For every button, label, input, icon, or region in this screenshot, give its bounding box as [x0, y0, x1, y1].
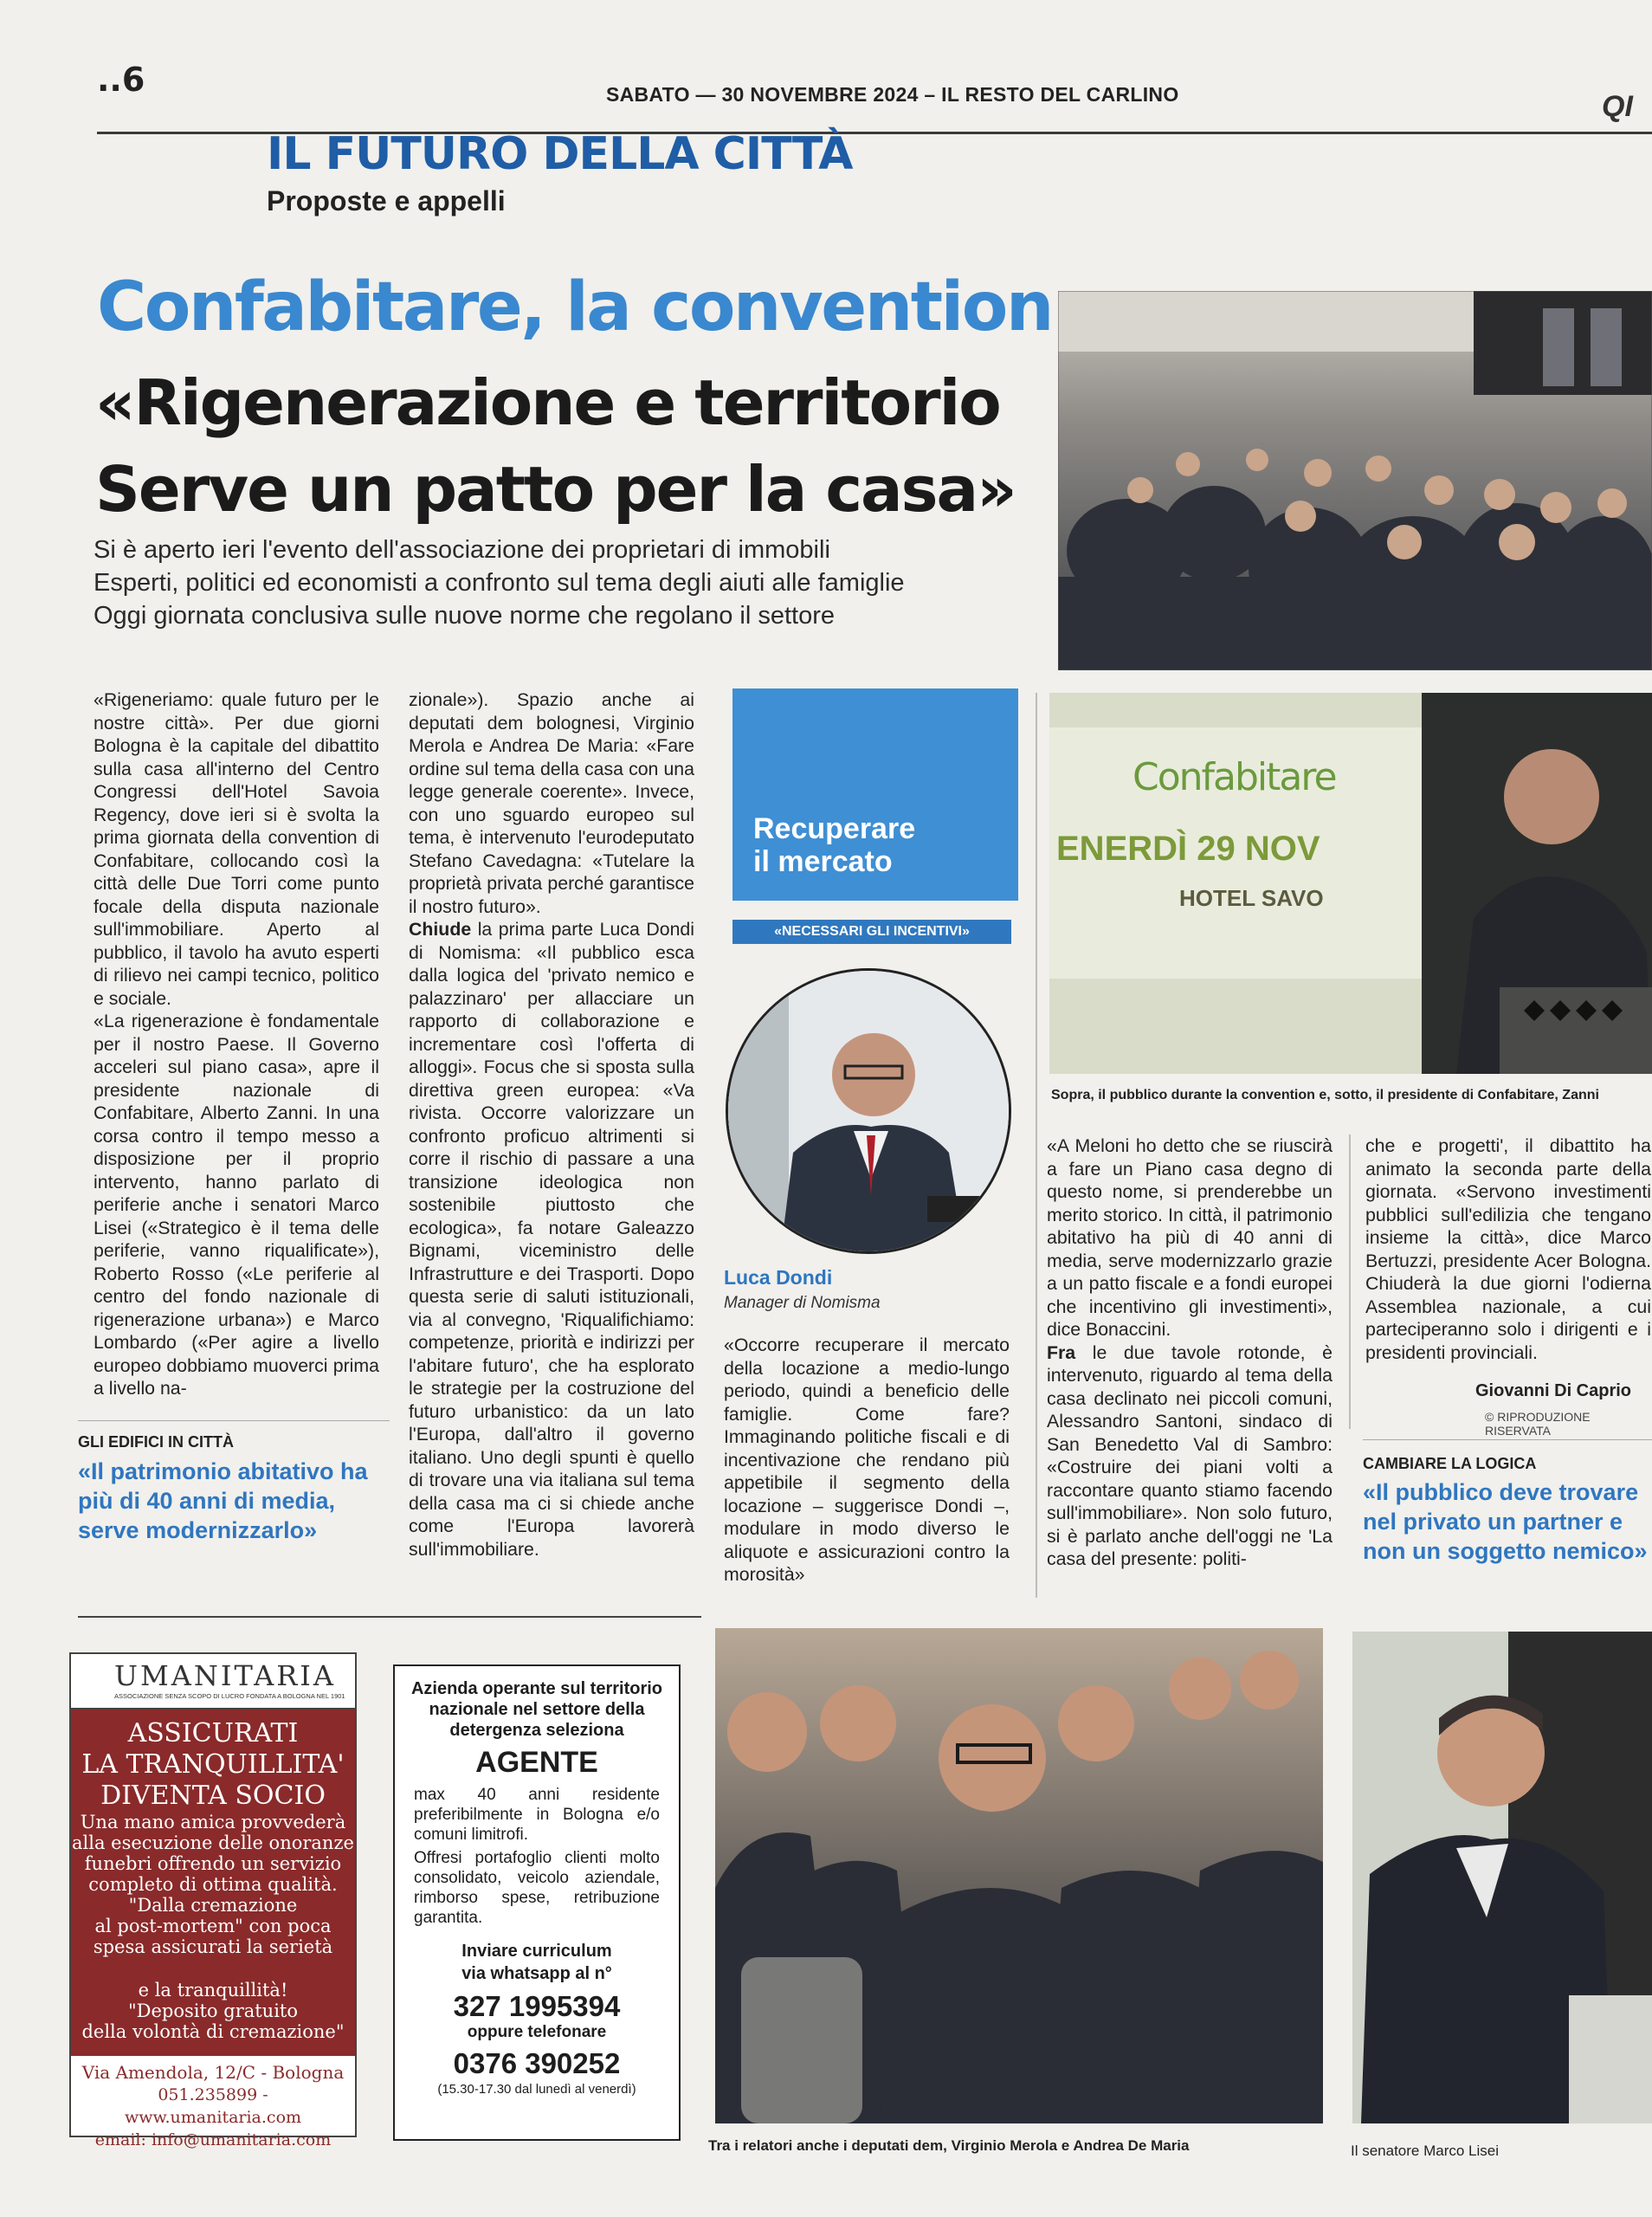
ad-intro-line: Azienda operante sul territorio — [410, 1679, 663, 1698]
ad-intro-line: nazionale nel settore della — [429, 1700, 645, 1719]
callout-2-kicker: CAMBIARE LA LOGICA — [1363, 1455, 1537, 1472]
article-column-2 — [409, 688, 694, 1561]
brand-cut: QI — [1602, 90, 1633, 123]
photo-speaker-podium — [1049, 693, 1652, 1074]
callout-1-text: «Il patrimonio abitativo ha più di 40 anni di media, serve modernizzarlo» — [78, 1458, 368, 1543]
callout-rule — [1363, 1439, 1652, 1440]
callout-2-text: «Il pubblico deve trovare nel privato un partner e non un soggetto nemico» — [1363, 1479, 1648, 1564]
ad-umanitaria — [69, 1652, 357, 2149]
section-title: IL FUTURO DELLA CITTÀ — [267, 128, 853, 180]
column-rule — [1036, 693, 1037, 1598]
section-subtitle: Proposte e appelli — [267, 185, 506, 217]
person-role: Manager di Nomisma — [724, 1294, 881, 1312]
summary-line-2: Esperti, politici ed economisti a confronto sul tema degli aiuti alle famiglie — [94, 569, 905, 597]
signature: Giovanni Di Caprio — [1475, 1381, 1632, 1400]
copyright: © RIPRODUZIONE RISERVATA — [1485, 1410, 1591, 1438]
article-column-6 — [1365, 1134, 1651, 1364]
lead-word: Fra — [1047, 1341, 1076, 1363]
paragraph-text: le due tavole rotonde, è intervenuto, riguardo al tema della casa declinato nei piccoli comuni, Alessandro Santoni, sindaco di San Benedetto Val di Sambro: «Costruire dei piani volti a raccontare quanto stiamo facendo sull'immobiliare». Non solo futuro, si è parlato anche dell'oggi ne 'La casa del presente: politi- — [1047, 1341, 1333, 1569]
caption-top: Sopra, il pubblico durante la convention e, sotto, il presidente di Confabitare, Zanni — [1051, 1088, 1599, 1102]
banner-brand: Confabitare — [1133, 755, 1336, 799]
ad-intro-line: detergenza seleziona — [449, 1721, 624, 1740]
ad-headline: LA TRANQUILLITA' — [81, 1749, 345, 1780]
ad-brand-header — [71, 1654, 355, 1710]
ad-intro — [395, 1666, 679, 1741]
ad-or: oppure telefonare — [467, 2023, 607, 2041]
paragraph: «Rigeneriamo: quale futuro per le nostre città». Per due giorni Bologna è la capitale del dibattito sulla casa all'interno del Centro Congressi dell'Hotel Savoia Regency, dove ieri si è svolta la prima giornata della convention di Confabitare, collocando così la città delle Due Torri come punto focale della disputa nazionale sull'immobiliare. Aperto al pubblico, il tavolo ha avuto esperti di rilievo nei campi tecnico, politico e sociale. — [94, 689, 379, 1009]
ad-text: "Deposito gratuito — [127, 2000, 299, 2021]
ad-contacts: 051.235899 - www.umanitaria.com — [124, 2085, 302, 2127]
ad-hours: (15.30-17.30 dal lunedì al venerdì) — [437, 2082, 636, 2097]
ad-text: funebri offrendo un servizio — [84, 1853, 342, 1874]
person-name: Luca Dondi — [724, 1266, 833, 1289]
ad-body — [71, 1710, 355, 1980]
caption-bottom-right: Il senatore Marco Lisei — [1351, 2143, 1500, 2159]
headline-line-1: «Rigenerazione e territorio — [95, 366, 1000, 439]
paragraph: «La rigenerazione è fondamentale per il nostro Paese. Il Governo acceleri sul piano casa», apre il presidente nazionale di Confabitare, Alberto Zanni. In una corsa contro il tempo messo a disposizione per il proprio intervento, hanno parlato di periferie anche i senatori Marco Lisei («Strategico è il tema delle periferie, vanno riqualificate»), Roberto Rosso («Le periferie al centro del fondo nazionale di rigenerazione urbana») e Marco Lombardo («Per agire a livello europeo dobbiamo muoverci prima a livello na- — [94, 1011, 379, 1399]
ad-brand: UMANITARIA — [114, 1659, 337, 1692]
paragraph — [1047, 1341, 1333, 1571]
headline-line-2: Serve un patto per la casa» — [95, 453, 1016, 526]
callout-rule — [78, 1420, 390, 1421]
box-tag: «NECESSARI GLI INCENTIVI» — [732, 920, 1011, 944]
article-kicker: Confabitare, la convention — [97, 268, 1052, 346]
podium-image — [1049, 693, 1652, 1074]
masthead: SABATO — 30 NOVEMBRE 2024 – IL RESTO DEL CARLINO — [606, 83, 1179, 106]
column-rule — [1349, 1134, 1351, 1429]
ad-text: spesa assicurati la serietà — [93, 1936, 333, 1957]
ad-cta-line: via whatsapp al n° — [461, 1964, 612, 1983]
box-title-line-1: Recuperare — [753, 812, 916, 845]
ad-text: Una mano amica provvederà — [80, 1812, 346, 1832]
ad-phone-1[interactable]: 327 1995394 — [453, 1990, 621, 2022]
page-number: ..6 — [97, 61, 145, 99]
paragraph — [409, 918, 694, 1561]
paragraph: «Occorre recuperare il mercato della locazione a medio-lungo periodo, quindi a beneficio delle famiglie. Come fare? Immaginando politiche fiscali e di incentivazione che rendano più appetibile il segmento della locazione – suggerisce Dondi –, modulare in modo diverso le aliquote e assicurazioni contro la morosità» — [724, 1335, 1010, 1585]
portrait-image — [728, 971, 1011, 1254]
audience-image — [1058, 291, 1652, 670]
ad-tagline: ASSOCIAZIONE SENZA SCOPO DI LUCRO FONDATA A BOLOGNA NEL 1901 — [114, 1692, 345, 1700]
ad-text: "Dalla cremazione — [128, 1895, 298, 1916]
ad-role: AGENTE — [475, 1746, 598, 1779]
portrait-dondi — [726, 968, 1011, 1254]
ad-headline: DIVENTA SOCIO — [100, 1781, 326, 1811]
ad-body-2 — [71, 1980, 355, 2056]
ad-headline: ASSICURATI — [127, 1718, 299, 1748]
ad-footer — [71, 2056, 355, 2151]
box-title — [753, 812, 915, 878]
callout-1-kicker: GLI EDIFICI IN CITTÀ — [78, 1433, 234, 1451]
ad-cta — [395, 1940, 679, 1985]
ad-text: completo di ottima qualità. — [88, 1874, 338, 1895]
bottom-rule — [78, 1616, 701, 1618]
photo-senator — [1352, 1632, 1652, 2123]
ad-text: alla esecuzione delle onoranze — [72, 1832, 354, 1853]
ad-cta-line: Inviare curriculum — [461, 1942, 612, 1961]
banner-hotel: HOTEL SAVO — [1179, 885, 1324, 911]
summary-line-1: Si è aperto ieri l'evento dell'associazione dei proprietari di immobili — [94, 536, 830, 564]
ad-text: della volontà di cremazione" — [81, 2021, 345, 2042]
ad-agente — [393, 1664, 681, 2141]
article-column-1 — [94, 688, 379, 1400]
senator-image — [1352, 1632, 1652, 2123]
ad-offer: Offresi portafoglio clienti molto consolidato, veicolo aziendale, rimborso spese, retribuzione garantita. — [414, 1849, 660, 1927]
ad-requirements: max 40 anni residente preferibilmente in Bologna e/o comuni limitrofi. — [414, 1786, 660, 1844]
photo-audience — [1058, 291, 1652, 670]
caption-bottom-mid: Tra i relatori anche i deputati dem, Virginio Merola e Andrea De Maria — [708, 2137, 1190, 2154]
summary-line-3: Oggi giornata conclusiva sulle nuove norme che regolano il settore — [94, 602, 835, 630]
deputies-image — [715, 1628, 1323, 2123]
banner-day: ENERDÌ 29 NOV — [1056, 830, 1320, 868]
lead-word: Chiude — [409, 919, 472, 940]
paragraph-text: la prima parte Luca Dondi di Nomisma: «Il pubblico esca dalla logica del 'privato nemico e palazzinaro' per allacciare un rapporto di collaborazione e incrementare così l'offerta di alloggi». Focus che si sposta sulla direttiva green europea: «Va rivista. Occorre valorizzare un confronto proficuo altrimenti si corre il rischio di passare a una transizione ideologica non sostenibile piuttosto che ecologica», fa notare Galeazzo Bignami, viceministro delle Infrastrutture e dei Trasporti. Dopo questa serie di saluti istituzionali, via al convegno, 'Riqualifichiamo: competenze, priorità e indirizzi per l'abitare futuro', che ha esplorato le strategie per la costruzione del futuro urbanistico: da un lato l'Europa, dall'altro il governo italiano. Uno degli spunti è quello di trovare una via italiana sul tema della casa ma ci si chiede anche come l'Europa lavorerà sull'immobiliare. — [409, 919, 694, 1560]
paragraph: zionale»). Spazio anche ai deputati dem bolognesi, Virginio Merola e Andrea De Maria: «Fare ordine sul tema della casa con una legge generale coerente». Invece, con uno sguardo europeo sul tema, è intervenuto l'eurodeputato Stefano Cavedagna: «Tutelare la proprietà privata perché garantisce il nostro futuro». — [409, 689, 694, 917]
ad-address: Via Amendola, 12/C - Bologna — [81, 2062, 345, 2083]
box-title-line-2: il mercato — [753, 845, 893, 878]
article-summary — [94, 533, 1029, 632]
box-column — [724, 1334, 1010, 1587]
ad-email: email: info@umanitaria.com — [94, 2130, 332, 2149]
article-headline — [95, 359, 1039, 533]
ad-text: e la tranquillità! — [138, 1980, 288, 2000]
photo-deputies — [715, 1628, 1323, 2123]
paragraph: «A Meloni ho detto che se riuscirà a fare un Piano casa degno di questo nome, si prenderebbe un merito storico. In città, il patrimonio abitativo ha più di 40 anni di media, serve modernizzarlo grazie a un patto fiscale e a fondi europei che incentivino gli investimenti», dice Bonaccini. — [1047, 1135, 1333, 1340]
ad-text: al post-mortem" con poca — [94, 1916, 332, 1936]
ad-phone-2[interactable]: 0376 390252 — [453, 2047, 621, 2079]
article-column-5 — [1047, 1134, 1333, 1571]
paragraph: che e progetti', il dibattito ha animato la seconda parte della giornata. «Servono investimenti pubblici sull'edilizia che tengano insieme la città», dice Marco Bertuzzi, presidente Acer Bologna. Chiuderà la due giorni l'odierna Assemblea nazionale, a cui parteciperanno solo i dirigenti e i presidenti provinciali. — [1365, 1135, 1651, 1363]
